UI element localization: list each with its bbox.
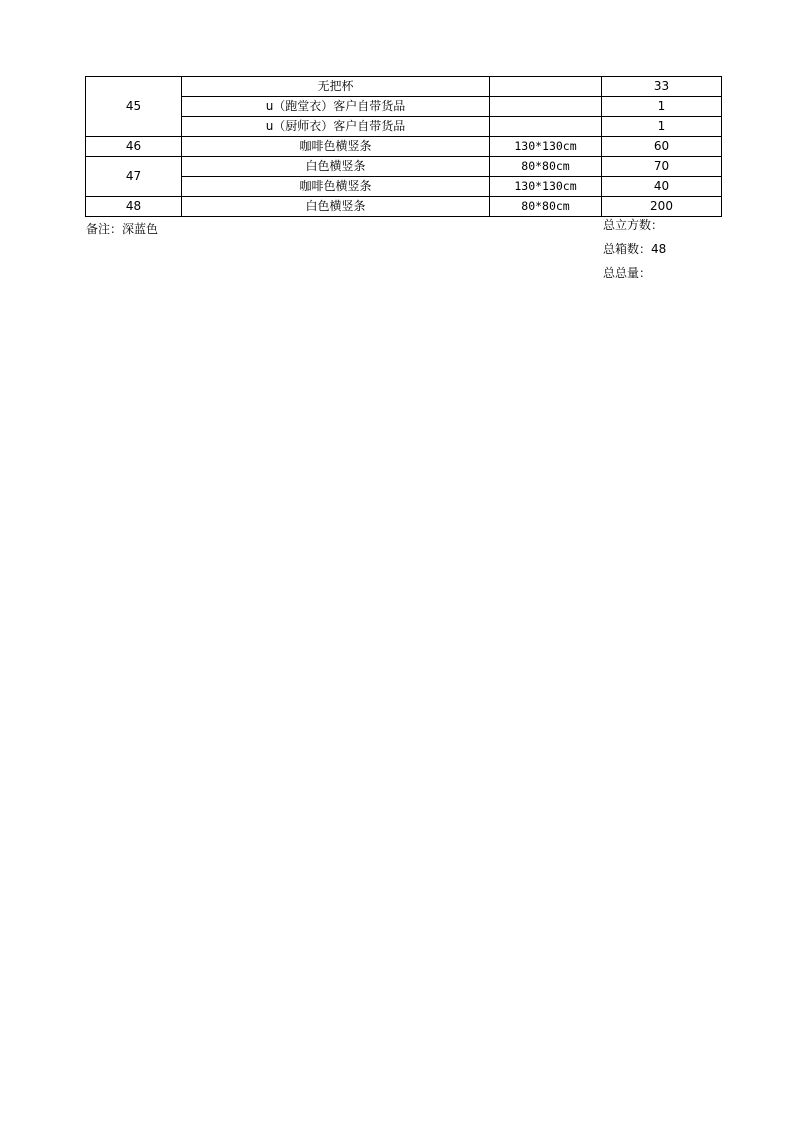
table-row [86, 137, 722, 157]
quantity-cell: 33 [602, 77, 722, 97]
table-row [86, 117, 722, 137]
quantity-cell: 40 [602, 177, 722, 197]
total-weight-label: 总总量： [603, 266, 652, 280]
packing-list-table [85, 76, 722, 217]
item-name-cell: u（厨师衣）客户自带货品 [182, 117, 490, 137]
quantity-cell: 1 [602, 97, 722, 117]
item-name-cell: 咖啡色横竖条 [182, 177, 490, 197]
item-name-cell: 咖啡色横竖条 [182, 137, 490, 157]
table-row [86, 177, 722, 197]
table-row [86, 157, 722, 177]
size-cell: 80*80cm [490, 157, 602, 177]
item-name-cell: 白色横竖条 [182, 197, 490, 217]
size-cell: 130*130cm [490, 137, 602, 157]
item-name-cell: 无把杯 [182, 77, 490, 97]
table-row [86, 197, 722, 217]
quantity-cell: 60 [602, 137, 722, 157]
box-number-cell: 46 [86, 137, 182, 157]
item-name-cell: u（跑堂衣）客户自带货品 [182, 97, 490, 117]
size-cell [490, 77, 602, 97]
table-row [86, 97, 722, 117]
box-number-cell: 48 [86, 197, 182, 217]
total-volume-label: 总立方数： [603, 218, 664, 232]
summary-block [603, 216, 666, 288]
table-row [86, 77, 722, 97]
box-number-cell: 45 [86, 77, 182, 137]
size-cell: 80*80cm [490, 197, 602, 217]
quantity-cell: 200 [602, 197, 722, 217]
size-cell: 130*130cm [490, 177, 602, 197]
total-boxes-label: 总箱数：48 [603, 242, 667, 256]
quantity-cell: 1 [602, 117, 722, 137]
size-cell [490, 97, 602, 117]
quantity-cell: 70 [602, 157, 722, 177]
box-number-cell: 47 [86, 157, 182, 197]
item-name-cell: 白色横竖条 [182, 157, 490, 177]
remark-note: 备注：深蓝色 [86, 222, 159, 236]
size-cell [490, 117, 602, 137]
